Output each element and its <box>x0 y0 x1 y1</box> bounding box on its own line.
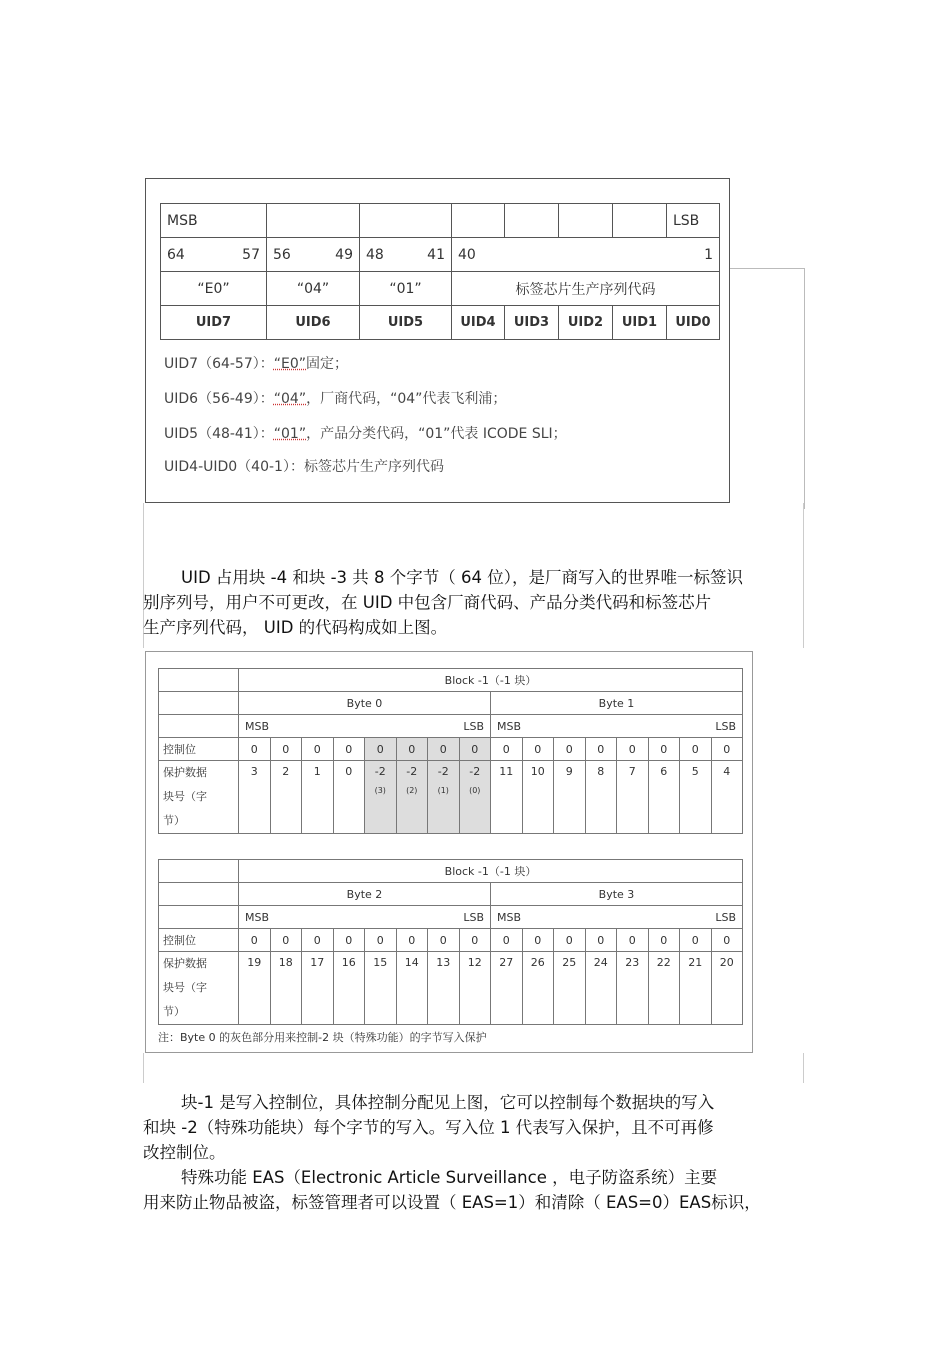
bits-cell: 48 41 <box>360 238 452 272</box>
code-row <box>161 272 720 306</box>
header-row <box>161 204 720 238</box>
control-bit: 0 <box>491 929 523 952</box>
protect-byte: 23 <box>617 952 649 1025</box>
uid-cell: UID7 <box>161 306 267 340</box>
protect-byte: -2 (3) <box>365 761 397 834</box>
protect-byte: 6 <box>648 761 680 834</box>
protect-byte: -2 (1) <box>428 761 460 834</box>
note-line: UID7（64-57）：“E0”固定； <box>164 356 349 372</box>
byte-label: Byte 3 <box>491 883 743 906</box>
code-cell: “04” <box>267 272 360 306</box>
protect-byte: 8 <box>585 761 617 834</box>
protect-row <box>159 952 743 1025</box>
protect-byte: 14 <box>396 952 428 1025</box>
margin-line <box>143 1053 144 1083</box>
control-bit: 0 <box>239 929 271 952</box>
cell <box>613 204 667 238</box>
cell: MSB <box>161 204 267 238</box>
protect-byte: 17 <box>302 952 334 1025</box>
text-line: 和块 -2（特殊功能块）每个字节的写入。写入位 1 代表写入保护，且不可再修 <box>143 1118 714 1137</box>
byte-label: Byte 2 <box>239 883 491 906</box>
figure1-side-frame <box>730 268 805 509</box>
protect-byte: 24 <box>585 952 617 1025</box>
margin-line <box>803 1053 804 1083</box>
protect-byte: 0 <box>333 761 365 834</box>
cell <box>559 204 613 238</box>
protect-byte: 18 <box>270 952 302 1025</box>
control-row <box>159 738 743 761</box>
figure-note: 注：Byte 0 的灰色部分用来控制-2 块（特殊功能）的字节写入保护 <box>158 1031 487 1044</box>
protect-byte: 21 <box>680 952 712 1025</box>
cell <box>505 204 559 238</box>
protect-byte: 1 <box>302 761 334 834</box>
control-bit: 0 <box>554 738 586 761</box>
control-bit: 0 <box>491 738 523 761</box>
uid-cell: UID0 <box>667 306 720 340</box>
protect-byte: 4 <box>711 761 743 834</box>
text-line: 别序列号，用户不可更改，在 UID 中包含厂商代码、产品分类代码和标签芯片 <box>143 593 712 612</box>
protect-byte: 13 <box>428 952 460 1025</box>
protect-byte: 7 <box>617 761 649 834</box>
bits-cell: 56 49 <box>267 238 360 272</box>
protect-byte: 22 <box>648 952 680 1025</box>
protect-label: 保护数据 块号（字 节） <box>159 761 239 834</box>
text-line: 块-1 是写入控制位，具体控制分配见上图，它可以控制每个数据块的写入 <box>181 1093 715 1112</box>
control-bit: 0 <box>365 738 397 761</box>
byte-row <box>159 883 743 906</box>
protect-byte: 9 <box>554 761 586 834</box>
bits-cell: 40 1 <box>452 238 720 272</box>
msb-lsb-cell: MSB LSB <box>239 715 491 738</box>
code-cell: 标签芯片生产序列代码 <box>452 272 720 306</box>
protect-byte: 12 <box>459 952 491 1025</box>
control-bit: 0 <box>459 929 491 952</box>
uid-cell: UID4 <box>452 306 505 340</box>
control-bit: 0 <box>554 929 586 952</box>
control-bit: 0 <box>585 738 617 761</box>
title-row <box>159 860 743 883</box>
uid-structure-figure <box>145 178 730 503</box>
text-line: 特殊功能 EAS（Electronic Article Surveillance ，电子防盗系统）主要 <box>181 1168 718 1187</box>
note-line: UID6（56-49）：“04”，厂商代码，“04”代表飞利浦； <box>164 391 507 407</box>
uid-row <box>161 306 720 340</box>
block-title: Block -1（-1 块） <box>239 669 743 692</box>
uid-cell: UID2 <box>559 306 613 340</box>
protect-row <box>159 761 743 834</box>
protect-byte: 5 <box>680 761 712 834</box>
margin-line <box>803 503 804 648</box>
control-bit: 0 <box>333 929 365 952</box>
control-row <box>159 929 743 952</box>
uid-table <box>160 203 720 340</box>
control-bit: 0 <box>648 738 680 761</box>
control-bit: 0 <box>396 738 428 761</box>
protect-byte: -2 (0) <box>459 761 491 834</box>
control-bit: 0 <box>428 929 460 952</box>
uid-cell: UID1 <box>613 306 667 340</box>
protect-byte: 10 <box>522 761 554 834</box>
control-bit: 0 <box>239 738 271 761</box>
msb-row <box>159 715 743 738</box>
control-bit: 0 <box>648 929 680 952</box>
control-bit: 0 <box>428 738 460 761</box>
text-line: UID 占用块 -4 和块 -3 共 8 个字节（ 64 位），是厂商写入的世界唯一标签识 <box>181 568 743 587</box>
protect-byte: -2 (2) <box>396 761 428 834</box>
uid-cell: UID6 <box>267 306 360 340</box>
control-bit: 0 <box>459 738 491 761</box>
byte-label: Byte 0 <box>239 692 491 715</box>
cell <box>452 204 505 238</box>
block-title: Block -1（-1 块） <box>239 860 743 883</box>
msb-row <box>159 906 743 929</box>
control-bit: 0 <box>270 929 302 952</box>
protect-byte: 11 <box>491 761 523 834</box>
protect-byte: 16 <box>333 952 365 1025</box>
control-bit: 0 <box>680 738 712 761</box>
control-bit: 0 <box>270 738 302 761</box>
text-line: 用来防止物品被盗，标签管理者可以设置（ EAS=1）和清除（ EAS=0）EAS标识， <box>143 1193 761 1212</box>
block-table <box>158 668 743 834</box>
paragraph-uid <box>143 565 743 640</box>
control-bit: 0 <box>585 929 617 952</box>
text-line: 生产序列代码， UID 的代码构成如上图。 <box>143 618 448 637</box>
protect-byte: 25 <box>554 952 586 1025</box>
protect-byte: 2 <box>270 761 302 834</box>
control-bit: 0 <box>522 929 554 952</box>
byte-label: Byte 1 <box>491 692 743 715</box>
control-label: 控制位 <box>159 738 239 761</box>
msb-lsb-cell: MSB LSB <box>239 906 491 929</box>
title-row <box>159 669 743 692</box>
uid-cell: UID3 <box>505 306 559 340</box>
cell <box>267 204 360 238</box>
control-bit: 0 <box>680 929 712 952</box>
control-bit: 0 <box>302 929 334 952</box>
protect-label: 保护数据 块号（字 节） <box>159 952 239 1025</box>
control-bit: 0 <box>302 738 334 761</box>
note-line: UID5（48-41）：“01”，产品分类代码，“01”代表 ICODE SLI； <box>164 426 567 442</box>
control-bit: 0 <box>522 738 554 761</box>
control-bit: 0 <box>365 929 397 952</box>
cell <box>360 204 452 238</box>
control-bit: 0 <box>711 929 743 952</box>
protect-byte: 20 <box>711 952 743 1025</box>
protect-byte: 26 <box>522 952 554 1025</box>
protect-byte: 27 <box>491 952 523 1025</box>
paragraph-control <box>143 1090 761 1215</box>
code-cell: “E0” <box>161 272 267 306</box>
note-line: UID4-UID0（40-1）：标签芯片生产序列代码 <box>164 459 444 475</box>
control-bit: 0 <box>396 929 428 952</box>
protect-byte: 15 <box>365 952 397 1025</box>
protect-byte: 3 <box>239 761 271 834</box>
cell: LSB <box>667 204 720 238</box>
byte-row <box>159 692 743 715</box>
bits-row <box>161 238 720 272</box>
control-bit: 0 <box>617 929 649 952</box>
control-bit: 0 <box>333 738 365 761</box>
bits-cell: 64 57 <box>161 238 267 272</box>
msb-lsb-cell: MSB LSB <box>491 906 743 929</box>
control-bit: 0 <box>711 738 743 761</box>
block-control-figure <box>145 651 753 1053</box>
control-label: 控制位 <box>159 929 239 952</box>
control-bit: 0 <box>617 738 649 761</box>
protect-byte: 19 <box>239 952 271 1025</box>
code-cell: “01” <box>360 272 452 306</box>
text-line: 改控制位。 <box>143 1143 226 1162</box>
uid-cell: UID5 <box>360 306 452 340</box>
msb-lsb-cell: MSB LSB <box>491 715 743 738</box>
block-table <box>158 859 743 1025</box>
